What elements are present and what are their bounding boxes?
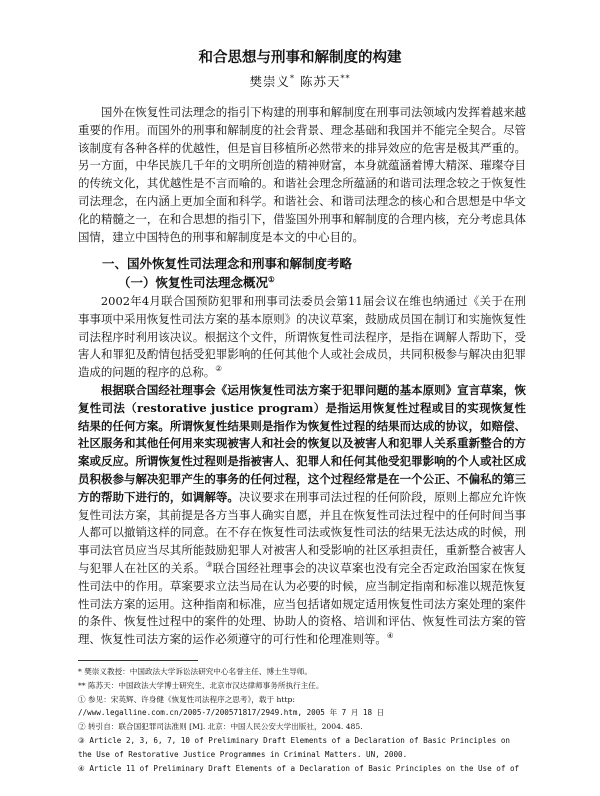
subsection-heading	[118, 273, 275, 291]
footnote-line: * 樊崇义教授：中国政法大学诉讼法研究中心名誉主任、博士生导师。	[78, 667, 313, 676]
footnote-line: ③ Article 2, 3, 6, 7, 10 of Preliminary Draft Elements of a Declaration of Basic Principles on	[78, 735, 510, 745]
body-paragraph	[78, 293, 526, 382]
author-footnote-mark: *	[290, 73, 295, 83]
paragraph-text: 联合国经社理事会的决议草案也没有完全否定政治国家在恢复性司法中的作用。草案要求立法当局在认为必要的时候，应当制定指南和标准以规范恢复性司法方案的运用。这种指南和标准，应当包括诸如规定适用恢复性司法方案处理的案件的条件、恢复性过程中的案件的处理、协助人的资格、培训和评估、恢复性司法方案的管理、恢复性司法方案的运作必须遵守的可行性和伦理准则等。	[78, 560, 526, 647]
author-name: 樊崇义	[249, 74, 290, 89]
footnote-ref: ③	[205, 560, 213, 570]
footnote-ref: ④	[386, 631, 394, 641]
footnote-line: ** 陈苏天：中国政法大学博士研究生、北京市汉达律师事务所执行主任。	[78, 680, 324, 690]
body-paragraph	[78, 382, 526, 649]
paragraph-text: 2002年4月联合国预防犯罪和刑事司法委员会第11届会议在维也纳通过《关于在刑事事项中采用恢复性司法方案的基本原则》的决议草案，鼓励成员国在制订和实施恢复性司法程序时利用该决议。根据这个文件，所谓恢复性司法程序，是指在调解人帮助下，受害人和罪犯及酌情包括受犯罪影响的任何其他个人或社会成员，共同积极参与解决由犯罪造成的问题的程序的总称。	[78, 294, 526, 380]
paragraph-text: 根据联合国经社理事会《运用恢复性司法方案于犯罪问题的基本原则》宣言草案，恢复性司法（restorative justice program）是指运用恢复性过程或目的实现恢复性结果的任何方案。所谓恢复性结果则是指作为恢复性过程的结果而达成的协议，如赔偿、社区服务和其他任何用来实现被害人和社会的恢复以及被害人和犯罪人关系重新整合的方案或反应。所谓恢复性过程则是指被害人、犯罪人和任何其他受犯罪影响的个人或社区成员积极参与解决犯罪产生的事务的任何过程，这个过程经常是在一个公正、不偏私的第三方的帮助下进行的，如调解等。	[78, 383, 526, 504]
paragraph-text: 决议要求在刑事司法过程的任何阶段，原则上都应允许恢复性司法方案，其前提是各方当事人确实自愿，并且在恢复性司法过程中的任何时间当事人都可以撤销这样的同意。在不存在恢复性司法或恢复性司法的结果无法达成的时候，刑事司法官员应当尽其所能鼓励犯罪人对被害人和受影响的社区承担责任，重新整合被害人与犯罪人在社区的关系。	[78, 489, 527, 575]
footnote-line: ④ Article 11 of Preliminary Draft Elements of a Declaration of Basic Principles on the Use of of	[78, 763, 520, 773]
section-heading: 一、国外恢复性司法理念和刑事和解制度考略	[102, 256, 353, 271]
footnotes	[78, 665, 538, 775]
intro-paragraph: 国外在恢复性司法理念的指引下构建的刑事和解制度在刑事司法领域内发挥着越来越重要的作用。而国外的刑事和解制度的社会背景、理念基础和我国并不能完全契合。尽管该制度有各种各样的优越性，但是盲目移植所必然带来的排异效应的危害是极其严重的。另一方面，中华民族几千年的文明所创造的精神财富，本身就蕴涵着博大精深、璀璨夺目的传统文化，其优越性是不言而喻的。和谐社会理念所蕴涵的和谐司法理念较之于恢复性司法理念，在内涵上更加全面和科学。和谐社会、和谐司法理念的核心和合思想是中华文化的精髓之一，在和合思想的指引下，借鉴国外刑事和解制度的合理内核，充分考虑具体国情，建立中国特色的刑事和解制度是本文的中心目的。	[78, 105, 526, 244]
document-title: 和合思想与刑事和解制度的构建	[198, 50, 402, 66]
subsection-heading-text: （一）恢复性司法理念概况	[118, 275, 269, 290]
footnote-line: //www.legalline.com.cn/2005-7/200571817/2949.htm, 2005 年 7 月 18 日	[78, 708, 385, 718]
footnote-line: ① 参见：宋英辉、许身健《恢复性司法程序之思考》，载于 http:	[78, 694, 295, 704]
footnote-ref: ②	[215, 364, 222, 374]
author-footnote-mark: **	[340, 73, 351, 83]
footnote-divider	[78, 660, 198, 661]
footnote-line: ② 转引自：联合国犯罪司法准则 [M]. 北京：中国人民公安大学出版社，2004. 485.	[78, 722, 363, 732]
footnote-ref: ①	[268, 274, 275, 284]
author-name: 陈苏天	[299, 74, 341, 89]
footnote-line: the Use of Restorative Justice Programmes in Criminal Matters. UN, 2000.	[78, 749, 408, 759]
author-line	[0, 72, 600, 90]
